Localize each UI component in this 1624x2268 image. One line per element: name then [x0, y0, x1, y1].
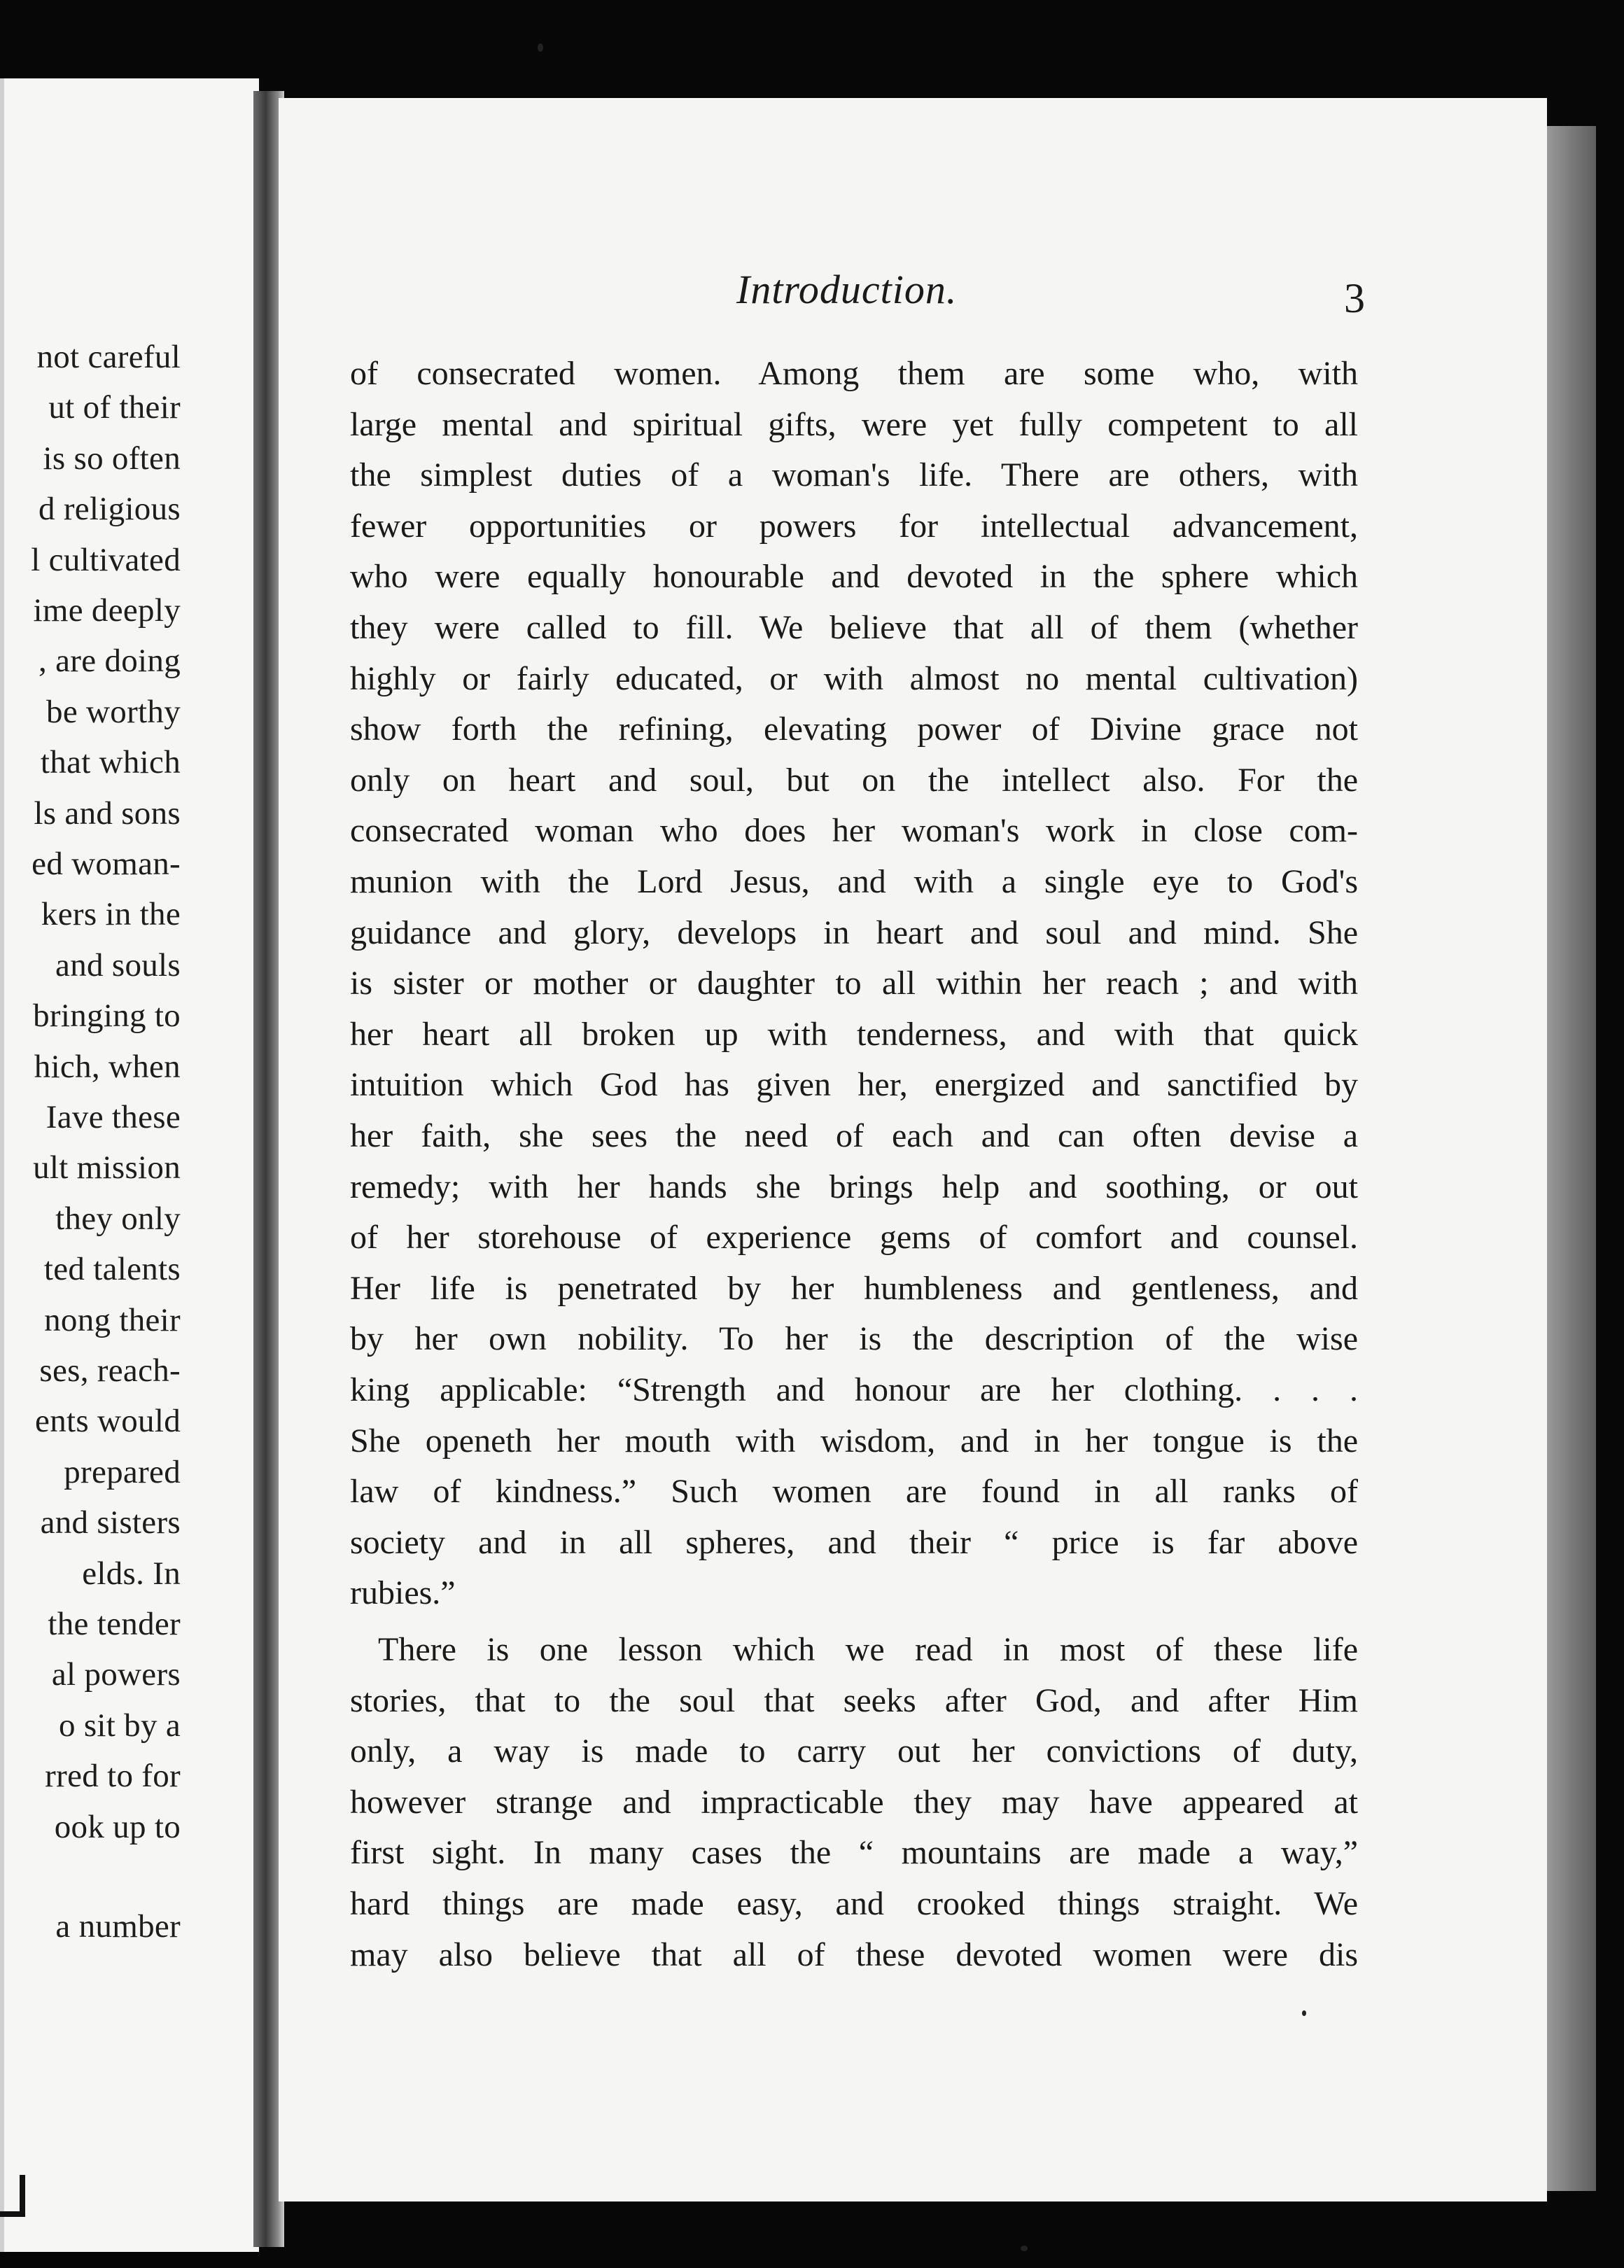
body-text-line: guidance and glory, develops in heart and soul and mind. She — [350, 913, 1358, 951]
body-text-line: only, a way is made to carry out her convictions of duty, — [350, 1732, 1358, 1770]
body-text-line: remedy; with her hands she brings help and soothing, or out — [350, 1168, 1358, 1205]
body-text-line: they were called to fill. We believe that all of them (whether — [350, 609, 1358, 646]
body-text-line: stories, that to the soul that seeks after God, and after Him — [350, 1681, 1358, 1719]
page-edge-shadow — [1546, 126, 1596, 2191]
body-text-line: the simplest duties of a woman's life. There are others, with — [350, 456, 1358, 494]
body-text-line: show forth the refining, elevating power of Divine grace not — [350, 710, 1358, 748]
body-text-line: however strange and impracticable they may have appeared at — [350, 1783, 1358, 1821]
body-text-line: may also believe that all of these devoted women were dis — [350, 1935, 1358, 1973]
left-page-line: elds. In — [82, 1555, 181, 1592]
left-page-line: ut of their — [48, 389, 181, 426]
body-text-line: only on heart and soul, but on the intellect also. For the — [350, 761, 1358, 799]
body-text-line: of consecrated women. Among them are some who, with — [350, 355, 1358, 392]
left-page-line: ls and sons — [34, 794, 181, 832]
left-page-line: Iave these — [46, 1099, 181, 1135]
left-page-line: they only — [55, 1200, 181, 1237]
left-page-line: d religious — [38, 491, 181, 528]
body-text-line: law of kindness.” Such women are found in all ranks of — [350, 1473, 1358, 1511]
page-number: 3 — [1344, 275, 1365, 321]
body-text-line: intuition which God has given her, energized and sanctified by — [350, 1066, 1358, 1104]
left-page-line: , are doing — [38, 643, 181, 680]
body-text-line: highly or fairly educated, or with almost no mental cultivation) — [350, 659, 1358, 697]
left-page-line: and souls — [55, 946, 181, 983]
body-text-line: her heart all broken up with tenderness, and with that quick — [350, 1015, 1358, 1053]
left-page-line: prepared — [64, 1453, 181, 1490]
body-text-line: consecrated woman who does her woman's work in close com- — [350, 812, 1358, 850]
left-page-line: that which — [40, 744, 181, 781]
body-text-line: hard things are made easy, and crooked things straight. We — [350, 1885, 1358, 1922]
scan-speck — [538, 43, 543, 52]
body-text-line: first sight. In many cases the “ mountains are made a way,” — [350, 1834, 1358, 1872]
left-page-line: a number — [55, 1908, 181, 1945]
body-text-line: king applicable: “Strength and honour are her clothing. . . . — [350, 1371, 1358, 1408]
scan-speck — [1302, 2010, 1306, 2016]
left-page-line: o sit by a — [58, 1707, 181, 1744]
left-page-line: ted talents — [43, 1251, 181, 1288]
running-head: Introduction. — [736, 267, 958, 312]
left-page-line: is so often — [43, 440, 181, 477]
body-text-line: society and in all spheres, and their “ price is far above — [350, 1523, 1358, 1561]
left-page-line: ult mission — [33, 1149, 181, 1186]
left-page-line: and sisters — [40, 1504, 181, 1541]
left-page-line: rred to for — [45, 1758, 181, 1795]
left-page-line: the tender — [48, 1606, 181, 1642]
left-page-line: ime deeply — [33, 592, 181, 629]
body-text-line: Her life is penetrated by her humbleness and gentleness, and — [350, 1269, 1358, 1307]
left-page — [0, 78, 259, 2252]
body-text-line: by her own nobility. To her is the description of the wise — [350, 1320, 1358, 1358]
left-page-line: ook up to — [54, 1808, 181, 1845]
body-text-line: fewer opportunities or powers for intellectual advancement, — [350, 507, 1358, 545]
left-page-line: nong their — [44, 1301, 181, 1338]
left-page-line: ed woman- — [31, 846, 181, 882]
left-page-line: kers in the — [41, 896, 181, 933]
body-text-line: large mental and spiritual gifts, were yet fully competent to all — [350, 405, 1358, 443]
body-text-line: She openeth her mouth with wisdom, and in her tongue is the — [350, 1422, 1358, 1460]
left-page-line: ses, reach- — [39, 1352, 181, 1389]
left-page-line: ents would — [35, 1403, 181, 1440]
left-page-line: hich, when — [34, 1048, 181, 1085]
left-page-line: al powers — [51, 1656, 181, 1693]
left-page-edge — [0, 78, 4, 2252]
scan-speck — [1021, 2246, 1028, 2251]
body-text-line: of her storehouse of experience gems of comfort and counsel. — [350, 1219, 1358, 1256]
body-text-line: munion with the Lord Jesus, and with a single eye to God's — [350, 863, 1358, 900]
body-text-line: her faith, she sees the need of each and can often devise a — [350, 1117, 1358, 1154]
left-page-line: not careful — [36, 339, 181, 375]
left-page-line: be worthy — [46, 693, 181, 730]
left-page-line: l cultivated — [31, 541, 181, 578]
left-page-line: bringing to — [33, 997, 181, 1035]
body-text-line: is sister or mother or daughter to all within her reach ; and with — [350, 965, 1358, 1002]
body-text-line: There is one lesson which we read in most of these life — [378, 1631, 1358, 1668]
body-text-line: who were equally honourable and devoted in the sphere which — [350, 558, 1358, 596]
corner-bracket-mark — [0, 2175, 25, 2217]
body-text-line: rubies.” — [350, 1574, 456, 1612]
